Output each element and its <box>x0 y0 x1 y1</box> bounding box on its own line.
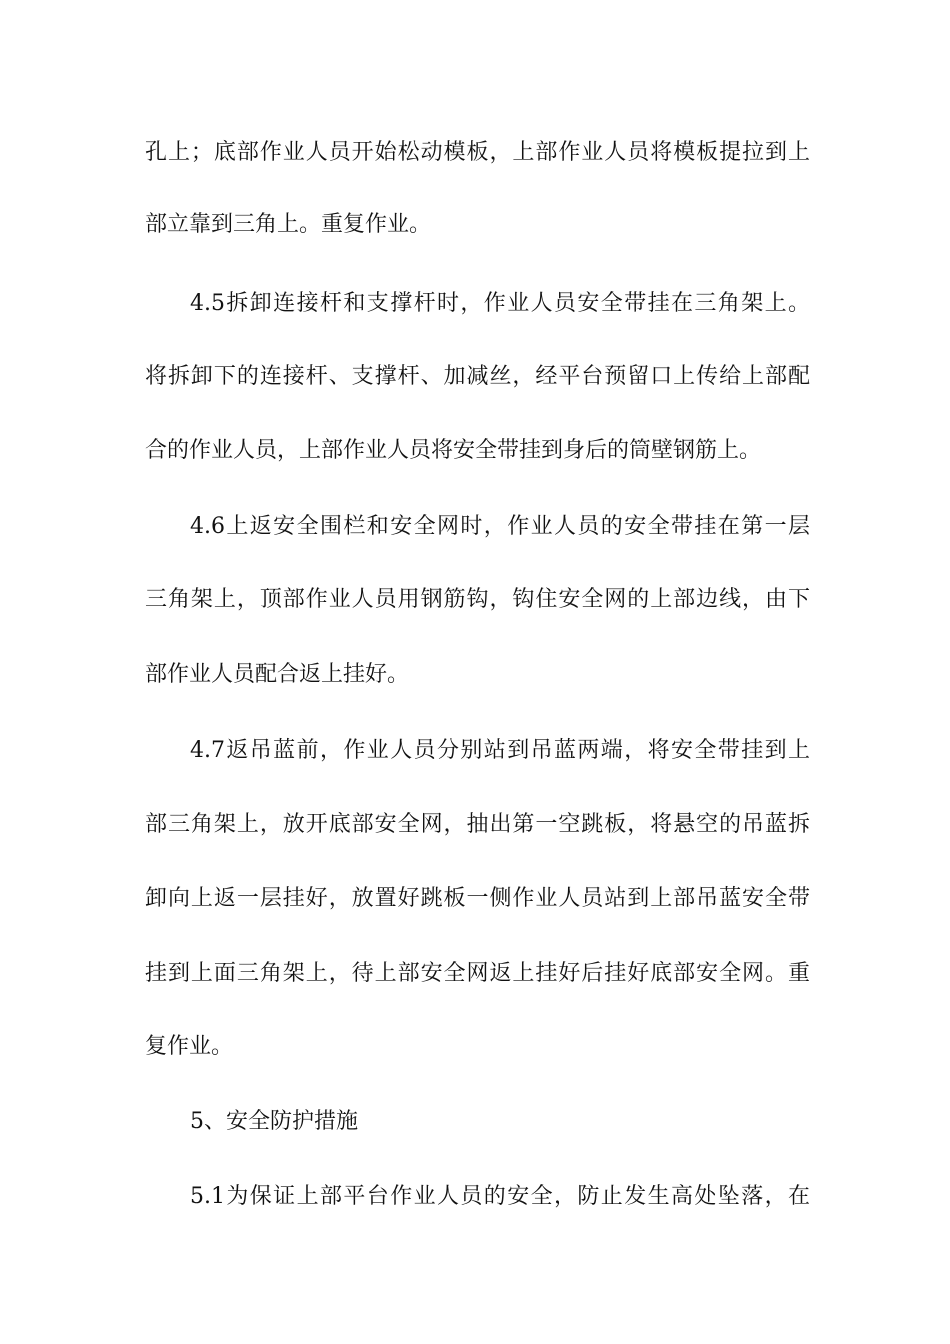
paragraph-line-6: 4.6上返安全围栏和安全网时，作业人员的安全带挂在第一层 <box>190 514 810 539</box>
paragraph-line-2: 部立靠到三角上。重复作业。 <box>145 212 432 237</box>
paragraph-line-1: 孔上；底部作业人员开始松动模板，上部作业人员将模板提拉到上 <box>145 140 810 165</box>
section-heading: 5、安全防护措施 <box>190 1109 358 1134</box>
paragraph-line-11: 卸向上返一层挂好，放置好跳板一侧作业人员站到上部吊蓝安全带 <box>145 886 810 911</box>
paragraph-line-15: 5.1为保证上部平台作业人员的安全，防止发生高处坠落，在 <box>190 1184 810 1209</box>
paragraph-line-9: 4.7返吊蓝前，作业人员分别站到吊蓝两端，将安全带挂到上 <box>190 738 810 763</box>
paragraph-line-13: 复作业。 <box>145 1034 234 1059</box>
paragraph-line-3: 4.5拆卸连接杆和支撑杆时，作业人员安全带挂在三角架上。 <box>190 291 810 316</box>
paragraph-line-7: 三角架上，顶部作业人员用钢筋钩，钩住安全网的上部边线，由下 <box>145 587 810 612</box>
paragraph-line-10: 部三角架上，放开底部安全网，抽出第一空跳板，将悬空的吊蓝拆 <box>145 812 810 837</box>
paragraph-line-12: 挂到上面三角架上，待上部安全网返上挂好后挂好底部安全网。重 <box>145 961 810 986</box>
paragraph-line-5: 合的作业人员，上部作业人员将安全带挂到身后的筒壁钢筋上。 <box>145 438 762 463</box>
paragraph-line-8: 部作业人员配合返上挂好。 <box>145 662 410 687</box>
paragraph-line-4: 将拆卸下的连接杆、支撑杆、加减丝，经平台预留口上传给上部配 <box>145 364 810 389</box>
